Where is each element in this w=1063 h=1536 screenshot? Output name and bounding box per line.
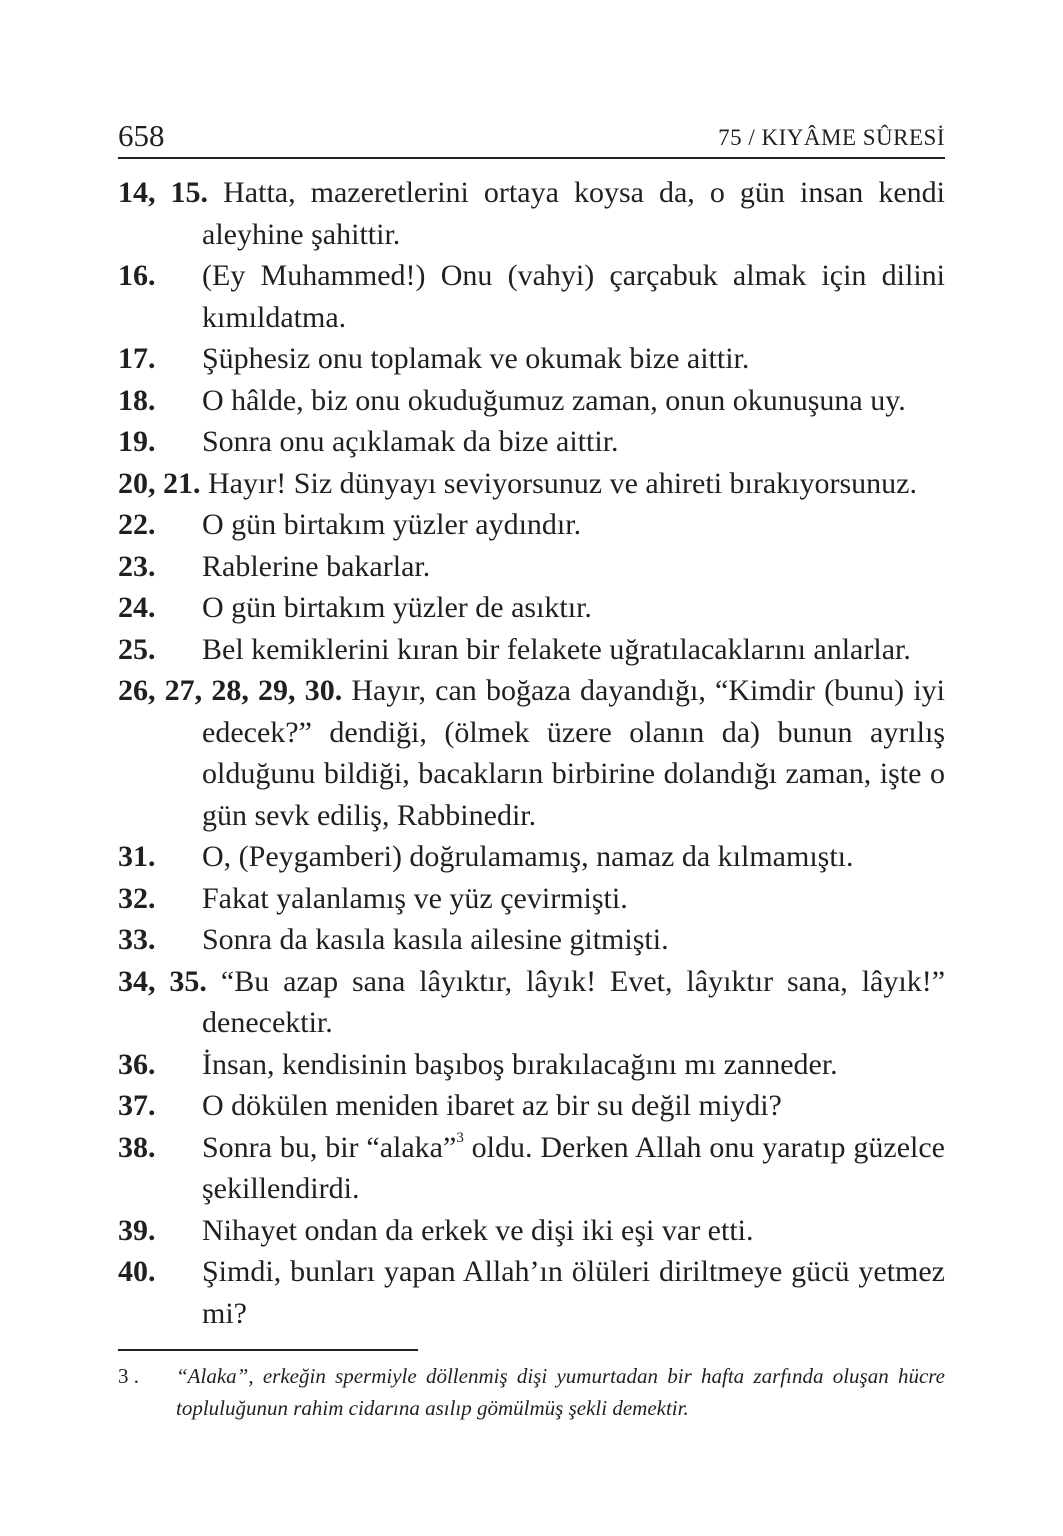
verse-text: Bel kemiklerini kıran bir felakete uğratılacaklarını anlarlar. [202,632,911,666]
verse-number: 39. [118,1213,156,1247]
verse-text: Sonra onu açıklamak da bize aittir. [202,425,619,458]
verse-16 [118,255,945,338]
verse-number: 14, 15. [118,176,209,209]
footnote-reference[interactable]: 3 [456,1129,464,1146]
verse-list [118,172,945,1334]
verse-33 [118,919,945,961]
verse-36 [118,1044,945,1086]
verse-18 [118,380,945,422]
verse-26-30 [118,670,945,836]
footnote-rule [118,1349,418,1351]
page-number: 658 [118,118,165,153]
verse-text: O, (Peygamberi) doğrulamamış, namaz da kılmamıştı. [202,840,854,873]
verse-24 [118,587,945,629]
page-header [118,116,945,156]
verse-text: Nihayet ondan da erkek ve dişi iki eşi var etti. [202,1213,754,1247]
verse-number: 31. [118,840,156,873]
verse-text: O dökülen meniden ibaret az bir su değil miydi? [202,1089,782,1122]
verse-number: 17. [118,342,156,375]
header-rule [118,157,945,159]
verse-text: (Ey Muhammed!) Onu (vahyi) çarçabuk almak için dilini kımıldatma. [202,259,945,334]
verse-number: 36. [118,1047,156,1081]
verse-text: O gün birtakım yüzler de asıktır. [202,591,592,624]
footnote-number: 3 . [118,1364,139,1388]
running-head: 75 / KIYÂME SÛRESİ [718,125,945,150]
verse-text: Şimdi, bunları yapan Allah’ın ölüleri diriltmeye gücü yetmez mi? [202,1255,945,1330]
verse-40 [118,1251,945,1334]
verse-25 [118,629,945,671]
verse-number: 22. [118,508,156,541]
verse-text: Şüphesiz onu toplamak ve okumak bize aittir. [202,342,750,375]
verse-number: 24. [118,591,156,624]
verse-number: 40. [118,1255,156,1288]
verse-number: 23. [118,549,156,583]
verse-text: Hatta, mazeretlerini ortaya koysa da, o gün insan kendi aleyhine şahittir. [202,176,946,251]
verse-text-part: oldu. Derken Allah onu yaratıp güzelce şekillendirdi. [202,1130,945,1205]
verse-number: 32. [118,881,156,915]
verse-number: 19. [118,425,156,458]
verse-text: O hâlde, biz onu okuduğumuz zaman, onun okunuşuna uy. [202,383,906,417]
verse-number: 18. [118,383,156,417]
verse-text: İnsan, kendisinin başıboş bırakılacağını mı zanneder. [202,1047,838,1081]
verse-17 [118,338,945,380]
verse-text: O gün birtakım yüzler aydındır. [202,508,582,541]
verse-number: 16. [118,259,156,292]
verse-text: Hayır, can boğaza dayandığı, “Kimdir (bunu) iyi edecek?” dendiği, (ölmek üzere olanın da) bunun ayrılış olduğunu bildiği, bacakların birbirine dolandığı zaman, işte o gün sevk ediliş, Rabbinedir. [202,674,945,832]
verse-text: Rablerine bakarlar. [202,549,431,583]
verse-32 [118,878,945,920]
verse-38 [118,1127,945,1210]
footnote [118,1360,945,1424]
verse-number: 26, 27, 28, 29, 30. [118,674,343,707]
verse-22 [118,504,945,546]
verse-39 [118,1210,945,1252]
verse-text [202,1127,945,1210]
verse-14-15 [118,172,945,255]
verse-text: Hayır! Siz dünyayı seviyorsunuz ve ahireti bırakıyorsunuz. [208,466,917,500]
verse-23 [118,546,945,588]
verse-text: Fakat yalanlamış ve yüz çevirmişti. [202,881,628,915]
verse-number: 25. [118,632,156,666]
verse-number: 20, 21. [118,466,201,500]
verse-text: “Bu azap sana lâyıktır, lâyık! Evet, lâyıktır sana, lâyık!” denecektir. [202,964,946,1039]
footnote-text: “Alaka”, erkeğin spermiyle döllenmiş dişi yumurtadan bir hafta zarfında oluşan hücre topluluğunun rahim cidarına asılıp gömülmüş şekli demektir. [176,1364,945,1420]
verse-number: 33. [118,923,156,956]
verse-34-35 [118,961,945,1044]
verse-text: Sonra da kasıla kasıla ailesine gitmişti. [202,923,669,956]
verse-number: 38. [118,1130,156,1164]
verse-37 [118,1085,945,1127]
verse-19 [118,421,945,463]
verse-text-part: Sonra bu, bir “alaka” [202,1130,457,1164]
verse-20-21 [118,463,945,505]
verse-31 [118,836,945,878]
verse-number: 37. [118,1089,156,1122]
verse-number: 34, 35. [118,964,207,998]
